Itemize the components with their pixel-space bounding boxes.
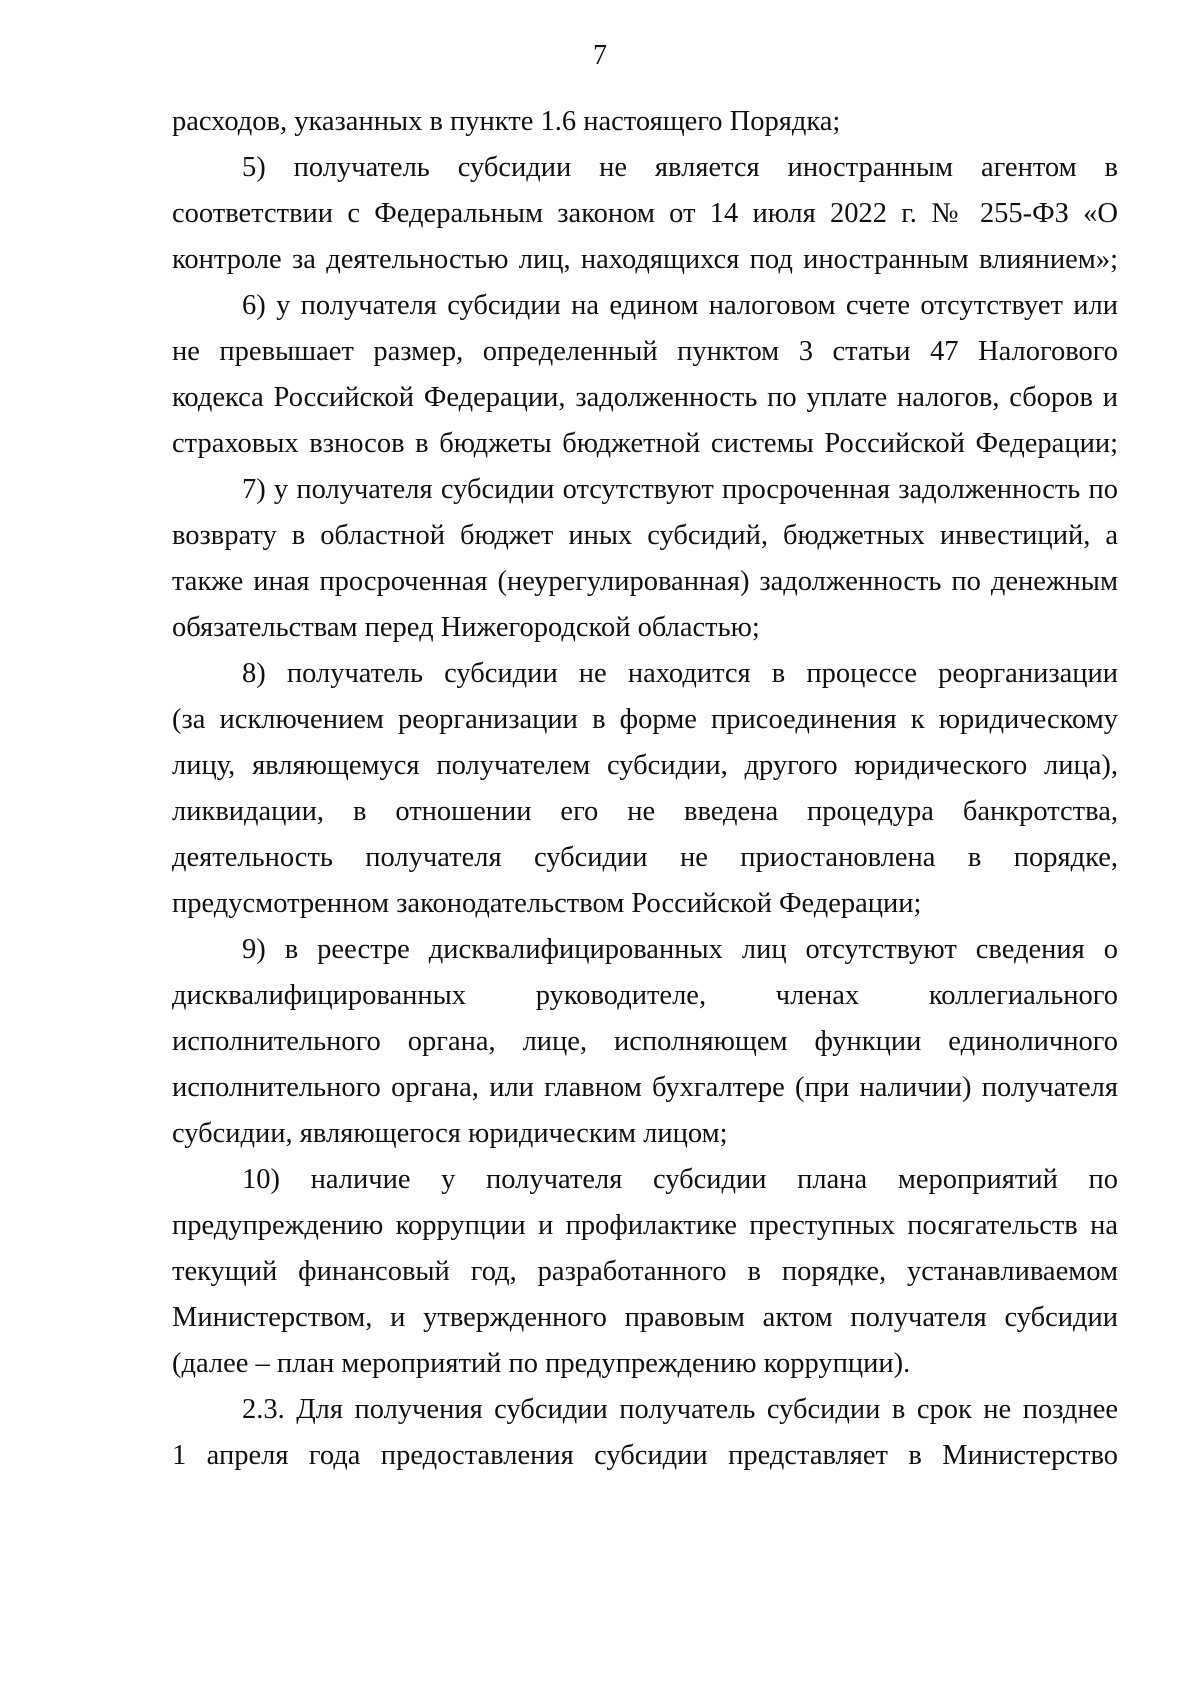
text-line: Министерством, и утвержденного правовым актом получателя субсидии xyxy=(172,1302,1118,1333)
text-line: 5) получатель субсидии не является иностранным агентом в xyxy=(242,152,1118,183)
text-line: текущий финансовый год, разработанного в порядке, устанавливаемом xyxy=(172,1256,1118,1287)
text-line: (за исключением реорганизации в форме присоединения к юридическому xyxy=(172,704,1118,735)
text-line: страховых взносов в бюджеты бюджетной системы Российской Федерации; xyxy=(172,428,1118,459)
text-line: кодекса Российской Федерации, задолженность по уплате налогов, сборов и xyxy=(172,382,1118,413)
text-line: 8) получатель субсидии не находится в процессе реорганизации xyxy=(242,658,1118,689)
text-line: лицу, являющемуся получателем субсидии, другого юридического лица), xyxy=(172,750,1118,781)
text-line: 6) у получателя субсидии на едином налоговом счете отсутствует или xyxy=(242,290,1118,321)
text-line: субсидии, являющегося юридическим лицом; xyxy=(172,1118,728,1149)
text-line: также иная просроченная (неурегулированная) задолженность по денежным xyxy=(172,566,1118,597)
text-line: 1 апреля года предоставления субсидии представляет в Министерство xyxy=(172,1440,1118,1471)
text-line: дисквалифицированных руководителе, членах коллегиального xyxy=(172,980,1118,1011)
text-line: предупреждению коррупции и профилактике преступных посягательств на xyxy=(172,1210,1118,1241)
text-line: обязательствам перед Нижегородской областью; xyxy=(172,612,760,643)
text-line: (далее – план мероприятий по предупреждению коррупции). xyxy=(172,1348,911,1379)
text-line: исполнительного органа, лице, исполняющем функции единоличного xyxy=(172,1026,1118,1057)
text-line: исполнительного органа, или главном бухгалтере (при наличии) получателя xyxy=(172,1072,1118,1103)
text-line: предусмотренном законодательством Российской Федерации; xyxy=(172,888,922,919)
text-line: расходов, указанных в пункте 1.6 настоящего Порядка; xyxy=(172,106,841,137)
page-number: 7 xyxy=(593,40,607,71)
text-line: возврату в областной бюджет иных субсидий, бюджетных инвестиций, а xyxy=(172,520,1118,551)
text-line: 2.3. Для получения субсидии получатель субсидии в срок не позднее xyxy=(242,1394,1118,1425)
text-line: контроле за деятельностью лиц, находящихся под иностранным влиянием»; xyxy=(172,244,1118,275)
text-line: 10) наличие у получателя субсидии плана мероприятий по xyxy=(242,1164,1118,1195)
text-line: 9) в реестре дисквалифицированных лиц отсутствуют сведения о xyxy=(242,934,1118,965)
text-line: деятельность получателя субсидии не приостановлена в порядке, xyxy=(172,842,1118,873)
text-line: 7) у получателя субсидии отсутствуют просроченная задолженность по xyxy=(242,474,1118,505)
text-line: не превышает размер, определенный пунктом 3 статьи 47 Налогового xyxy=(172,336,1118,367)
text-line: соответствии с Федеральным законом от 14 июля 2022 г. № 255-ФЗ «О xyxy=(172,198,1118,229)
text-line: ликвидации, в отношении его не введена процедура банкротства, xyxy=(172,796,1118,827)
